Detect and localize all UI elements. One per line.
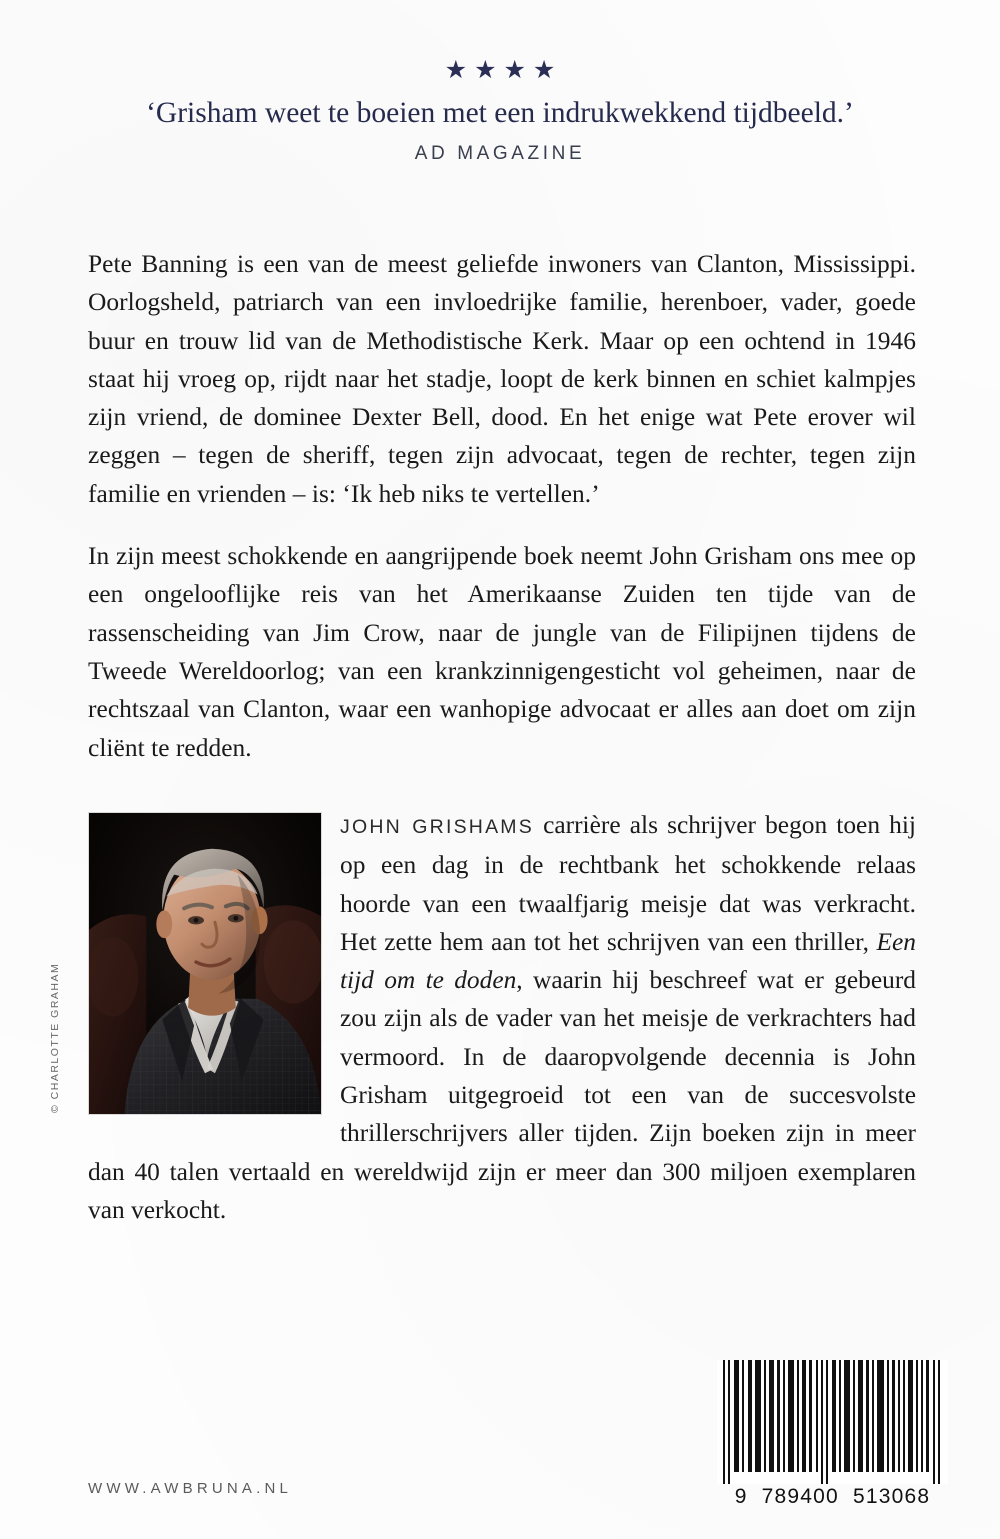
review-quote-text: ‘Grisham weet te boeien met een indrukwekkend tijdbeeld.’ xyxy=(146,97,854,129)
barcode-digits-label: 9 789400 513068 xyxy=(734,1485,931,1508)
blurb-section xyxy=(88,245,916,767)
blurb-paragraph-2: In zijn meest schokkende en aangrijpende boek neemt John Grisham ons mee op een ongelooflijke reis van het Amerikaanse Zuiden ten tijde van de rassenscheiding van Jim Crow, naar de jungle van de Filipijnen tijdens de Tweede Wereldoorlog; van een krankzinnigengesticht vol geheimen, naar de rechtszaal van Clanton, waar een wanhopige advocaat er alles aan doet om zijn cliënt te redden. xyxy=(88,542,916,762)
author-bio-text-before-title: carrière als schrijver begon toen hij op een dag in de rechtbank het schokkende relaas hoorde van een twaalfjarig meisje dat was verkracht. Het zette hem aan tot het schrijven van een thriller, xyxy=(340,811,916,956)
barcode-bars-icon xyxy=(717,1360,948,1484)
author-bio-lead-in: JOHN GRISHAMS xyxy=(340,816,534,838)
author-photo-figure xyxy=(49,812,322,1115)
publisher-website-label[interactable]: WWW.AWBRUNA.NL xyxy=(88,1480,293,1497)
barcode xyxy=(717,1360,948,1509)
star-rating-icon: ★★★★ xyxy=(444,57,563,84)
author-bio-section xyxy=(49,806,916,1229)
photo-credit-label: © CHARLOTTE GRAHAM xyxy=(49,962,61,1113)
blurb-paragraph-1: Pete Banning is een van de meest geliefde inwoners van Clanton, Mississippi. Oorlogsheld, patriarch van een invloedrijke familie, herenboer, vader, goede buur en trouw lid van de Methodistische Kerk. Maar op een ochtend in 1946 staat hij vroeg op, rijdt naar het stadje, loopt de kerk binnen en schiet kalmpjes zijn vriend, de dominee Dexter Bell, dood. En het enige wat Pete erover wil zeggen – tegen de sheriff, tegen zijn advocaat, tegen de rechter, tegen zijn familie en vrienden – is: ‘Ik heb niks te vertellen.’ xyxy=(88,250,916,508)
author-bio-text-after-title: , waarin hij beschreef wat er gebeurd zou zijn als de vader van het meisje de verkrachters had vermoord. In de daaropvolgende decennia is John Grisham uitgegroeid tot een van de succesvolste thrillerschrijvers aller tijden. Zijn boeken zijn in meer dan 40 talen vertaald en wereldwijd zijn er meer dan 300 miljoen exemplaren van verkocht. xyxy=(88,966,916,1224)
review-quote-block xyxy=(80,58,920,165)
book-title-italic: Een tijd om te doden xyxy=(340,927,916,995)
author-photo xyxy=(88,812,322,1115)
review-source-label: AD MAGAZINE xyxy=(414,142,586,164)
